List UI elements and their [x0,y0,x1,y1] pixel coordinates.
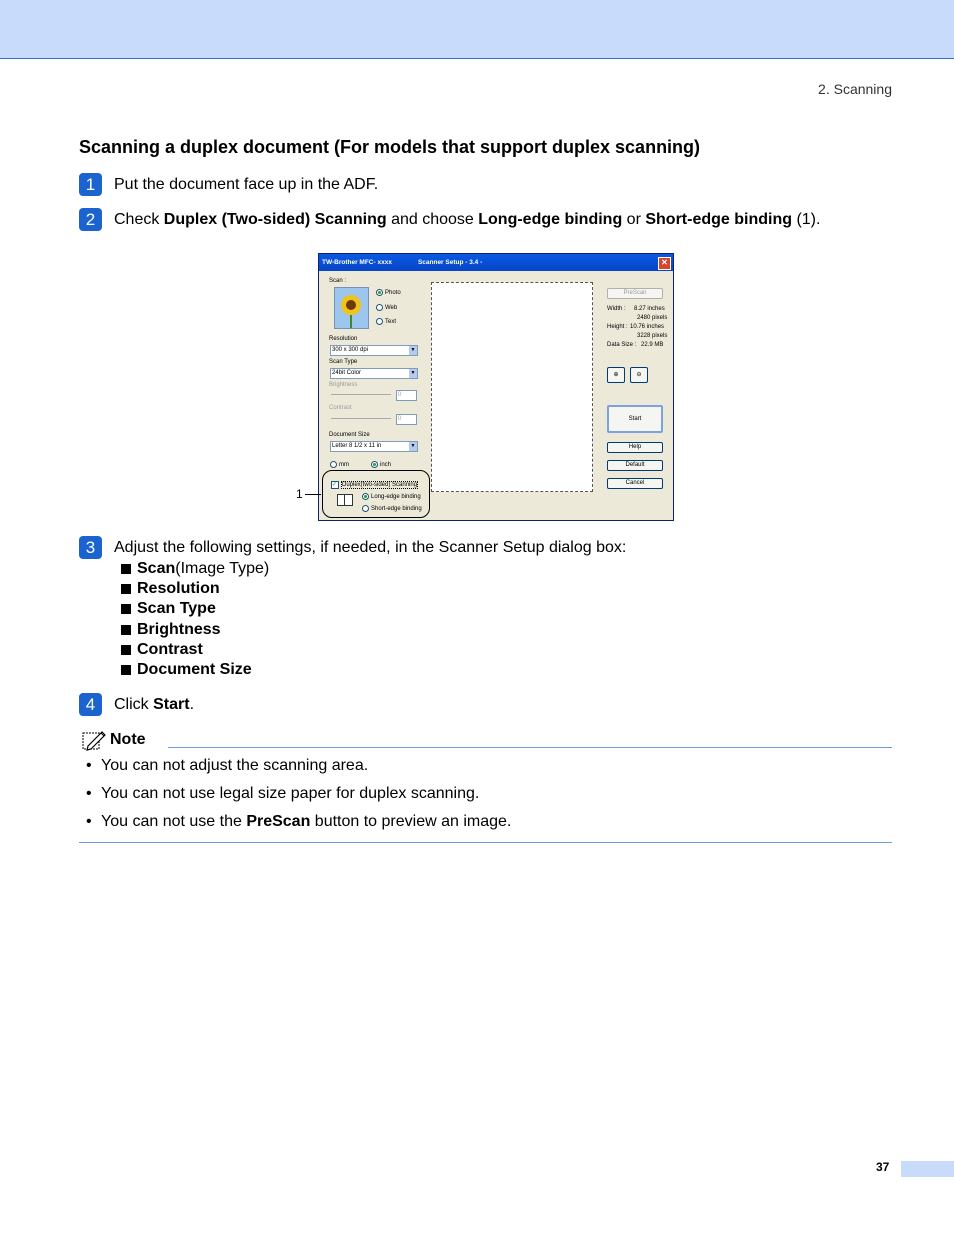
check-icon: ✓ [332,482,338,488]
chevron-down-icon: ▼ [410,370,416,376]
unit-mm-radio[interactable]: mm [330,461,349,468]
sunflower-icon [335,288,368,328]
note-item: • You can not adjust the scanning area. [86,757,369,774]
help-button[interactable]: Help [607,442,663,453]
start-button[interactable]: Start [607,405,663,433]
note-label: Note [110,731,146,748]
scan-photo-radio[interactable]: Photo [376,289,401,296]
height-label: Height : [607,324,628,330]
page-number-bar [901,1161,954,1177]
step-2 [79,208,820,231]
height-pixels: 3228 pixels [637,333,668,339]
cancel-button[interactable]: Cancel [607,478,663,489]
scan-web-radio[interactable]: Web [376,304,397,311]
step-number: 4 [79,693,102,716]
resolution-label: Resolution [329,336,358,342]
chevron-down-icon: ▼ [410,443,416,449]
note-header [82,729,146,751]
step-text: Check Duplex (Two-sided) Scanning and choose Long-edge binding or Short-edge binding (1). [114,211,821,228]
scan-type-select[interactable]: 24bit Color ▼ [330,368,418,379]
brightness-label: Brightness [329,382,358,388]
step-3 [79,536,626,559]
step-number: 1 [79,173,102,196]
document-size-select[interactable]: Letter 8 1/2 x 11 in ▼ [330,441,418,452]
dialog-titlebar: TW-Brother MFC- xxxx Scanner Setup - 3.4 - ✕ [319,254,673,271]
step-text: Click Start. [114,696,195,713]
list-item: Document Size [121,660,269,680]
note-item: • You can not use legal size paper for duplex scanning. [86,785,480,802]
step-text: Adjust the following settings, if needed, in the Scanner Setup dialog box: [114,539,627,556]
long-edge-radio[interactable]: Long-edge binding [362,493,421,500]
preview-area[interactable] [431,282,593,492]
section-title: Scanning a duplex document (For models that support duplex scanning) [79,137,701,157]
contrast-slider[interactable] [331,418,391,419]
short-edge-radio[interactable]: Short-edge binding [362,505,422,512]
close-icon[interactable]: ✕ [658,257,671,270]
chapter-label: 2. Scanning [818,81,892,97]
scan-text-radio[interactable]: Text [376,318,396,325]
photo-thumbnail [334,287,369,329]
width-inches: 8.27 inches [634,306,665,312]
brightness-field[interactable]: 0 [396,390,417,401]
resolution-select[interactable]: 300 x 300 dpi ▼ [330,345,418,356]
callout-line [305,494,321,495]
datasize-value: 22.9 MB [641,342,664,348]
callout-number: 1 [296,487,303,501]
scan-label: Scan : [329,278,347,284]
note-list [86,756,511,840]
list-item: Resolution [121,579,269,599]
step-1 [79,173,378,196]
settings-list [121,559,269,680]
brightness-slider[interactable] [331,394,391,395]
step-4 [79,693,194,716]
list-item: Scan Type [121,599,269,619]
height-inches: 10.76 inches [630,324,665,330]
document-size-label: Document Size [329,432,370,438]
scan-type-label: Scan Type [329,359,358,365]
width-label: Width : [607,306,626,312]
width-pixels: 2480 pixels [637,315,668,321]
note-item: • You can not use the PreScan button to preview an image. [86,813,512,830]
callout-ellipse [322,470,430,518]
contrast-field[interactable]: 0 [396,414,417,425]
prescan-button[interactable]: PreScan [607,288,663,299]
contrast-label: Contrast [329,405,352,411]
default-button[interactable]: Default [607,460,663,471]
zoom-in-icon[interactable]: ⊕ [607,367,625,383]
step-text: Put the document face up in the ADF. [114,176,379,193]
list-item: Scan (Image Type) [121,559,269,579]
chevron-down-icon: ▼ [410,347,416,353]
note-top-rule [168,747,892,748]
list-item: Contrast [121,640,269,660]
note-bottom-rule [79,842,892,843]
note-pencil-icon [82,729,106,751]
list-item: Brightness [121,620,269,640]
header-band [0,0,954,59]
step-number: 3 [79,536,102,559]
datasize-label: Data Size : [607,342,637,348]
duplex-checkbox[interactable]: ✓ Duplex(two-sided) Scanning [332,482,418,488]
page-number: 37 [876,1160,890,1174]
unit-inch-radio[interactable]: inch [371,461,391,468]
zoom-out-icon[interactable]: ⊖ [630,367,648,383]
step-number: 2 [79,208,102,231]
